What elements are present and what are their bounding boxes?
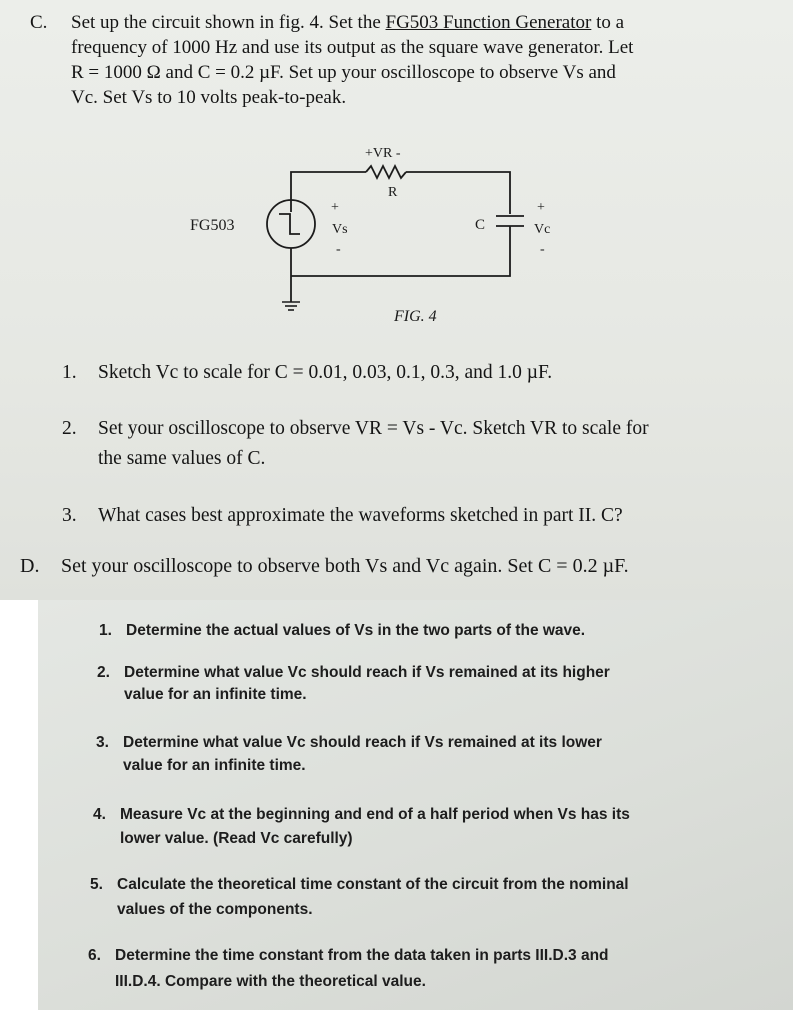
wire-top-left	[291, 172, 366, 212]
ground-icon	[282, 302, 300, 310]
question-d-3: 3. Determine what value Vc should reach if Vs remained at its lower value for an infinite time.	[96, 734, 602, 774]
question-d-6: 6. Determine the time constant from the data taken in parts III.D.3 and III.D.4. Compare with the theoretical value.	[88, 947, 609, 990]
resistor-symbol	[366, 166, 406, 178]
question-d-4: 4. Measure Vc at the beginning and end of a half period when Vs has its lower value. (Read Vc carefully)	[93, 806, 630, 847]
vs-plus: +	[331, 200, 339, 215]
vc-label: Vc	[534, 222, 551, 237]
capacitor-label: C	[475, 217, 486, 233]
section-c-line-2: frequency of 1000 Hz and use its output as the square wave generator. Let	[71, 37, 634, 58]
vc-plus: +	[537, 200, 545, 215]
section-c-line-4: Vc. Set Vs to 10 volts peak-to-peak.	[71, 87, 347, 108]
vc-minus: -	[540, 242, 545, 257]
resistor-label: R	[388, 185, 398, 200]
question-c-2: 2. Set your oscilloscope to observe VR = Vs - Vc. Sketch VR to scale for the same values of C.	[62, 418, 649, 469]
question-d-5: 5. Calculate the theoretical time constant of the circuit from the nominal values of the components.	[90, 876, 629, 918]
fg503-reference: FG503 Function Generator	[385, 12, 592, 33]
question-d-2: 2. Determine what value Vc should reach if Vs remained at its higher value for an infinite time.	[97, 664, 610, 703]
background-gap	[0, 600, 38, 1010]
vs-label: Vs	[332, 222, 348, 237]
question-d-1: 1. Determine the actual values of Vs in the two parts of the wave.	[99, 622, 586, 639]
wire-top-right	[406, 172, 510, 214]
section-d-label: D.	[20, 555, 40, 577]
section-c-label: C.	[30, 12, 48, 33]
wire-bottom-right	[291, 226, 510, 276]
figure-caption: FIG. 4	[394, 308, 437, 325]
square-wave-glyph	[279, 214, 300, 234]
vs-minus: -	[336, 242, 341, 257]
circuit-diagram	[0, 0, 793, 340]
section-c-line-1: C. Set up the circuit shown in fig. 4. Set the FG503 Function Generator to a	[30, 12, 625, 33]
section-c-line-3: R = 1000 Ω and C = 0.2 µF. Set up your oscilloscope to observe Vs and	[71, 62, 616, 83]
section-d-heading: D. Set your oscilloscope to observe both Vs and Vc again. Set C = 0.2 µF.	[20, 555, 629, 577]
vr-label: +VR -	[365, 146, 401, 161]
question-c-1: 1. Sketch Vc to scale for C = 0.01, 0.03, 0.1, 0.3, and 1.0 µF.	[62, 362, 553, 383]
question-c-3: 3. What cases best approximate the waveforms sketched in part II. C?	[62, 505, 623, 526]
generator-label: FG503	[190, 217, 235, 234]
